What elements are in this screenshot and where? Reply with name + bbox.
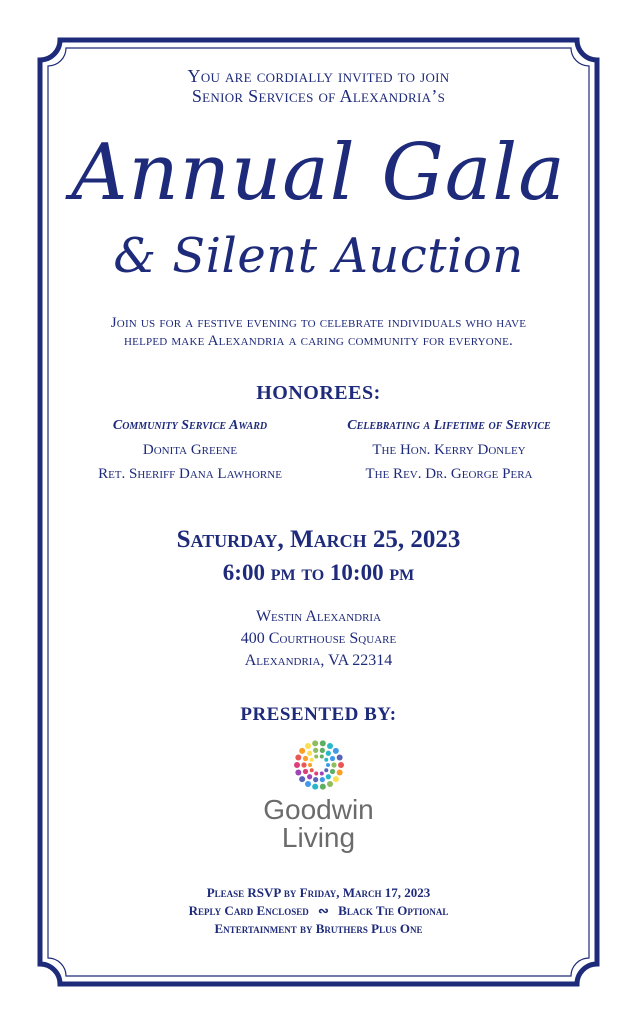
logo-dot — [327, 781, 333, 787]
intro-line-1: You are cordially invited to join — [187, 66, 450, 86]
logo-dot — [326, 751, 331, 756]
logo-dot — [307, 774, 312, 779]
honoree-column-lifetime — [299, 416, 599, 486]
award-title: Community Service Award — [112, 418, 268, 433]
invitation-intro — [0, 66, 637, 106]
logo-dot — [333, 776, 339, 782]
event-date: Saturday, March 25, 2023 — [176, 526, 461, 553]
logo-dot — [308, 763, 312, 767]
logo-dot — [301, 762, 306, 767]
honoree-column-community — [40, 416, 340, 486]
logo-dot — [313, 777, 318, 782]
logo-dot — [312, 740, 318, 746]
goodwin-living-logo-icon — [287, 737, 351, 793]
logo-dot — [312, 784, 318, 790]
logo-dot — [310, 758, 314, 762]
logo-dot — [320, 784, 326, 790]
logo-dot — [303, 769, 308, 774]
logo-dot — [299, 748, 305, 754]
logo-dot — [320, 772, 324, 776]
logo-dot — [295, 754, 301, 760]
logo-dot — [305, 781, 311, 787]
event-title: Annual Gala — [71, 128, 566, 218]
logo-dot — [327, 743, 333, 749]
logo-dot — [331, 762, 336, 767]
logo-dot — [326, 763, 330, 767]
logo-dot — [324, 758, 328, 762]
event-subtitle: & Silent Auction — [113, 228, 524, 284]
event-time: 6:00 pm to 10:00 pm — [222, 560, 415, 585]
logo-dot — [324, 768, 328, 772]
honorees-heading: HONOREES: — [256, 382, 381, 404]
logo-dot — [314, 772, 318, 776]
rsvp-line: Please RSVP by Friday, March 17, 2023 — [206, 885, 431, 900]
logo-dot — [313, 748, 318, 753]
logo-dot — [330, 769, 335, 774]
venue-city: Alexandria, VA 22314 — [244, 652, 393, 669]
swash-ornament-icon: ∾ — [318, 903, 329, 918]
logo-dot — [333, 748, 339, 754]
logo-dot — [320, 754, 324, 758]
description-line-2: helped make Alexandria a caring community for everyone. — [124, 333, 513, 349]
presented-by-heading: PRESENTED BY: — [240, 704, 397, 725]
logo-dot — [337, 770, 343, 776]
logo-dot — [310, 768, 314, 772]
presenter-logo-wordmark — [0, 796, 637, 852]
entertainment-line: Entertainment by Bruthers Plus One — [214, 921, 423, 936]
logo-dot — [320, 740, 326, 746]
venue-name: Westin Alexandria — [255, 608, 382, 625]
logo-dot — [295, 770, 301, 776]
venue-street: 400 Courthouse Square — [240, 630, 397, 647]
description-line-1: Join us for a festive evening to celebrate individuals who have — [110, 315, 527, 331]
attire-text: Black Tie Optional — [338, 903, 449, 918]
honoree-name: The Rev. Dr. George Pera — [365, 466, 533, 482]
logo-dot — [303, 756, 308, 761]
logo-word-living: Living — [281, 822, 356, 853]
logo-dot — [330, 756, 335, 761]
logo-dot — [326, 774, 331, 779]
logo-dot — [314, 754, 318, 758]
award-title: Celebrating a Lifetime of Service — [347, 418, 551, 433]
logo-dot — [299, 776, 305, 782]
logo-dot — [305, 743, 311, 749]
logo-dot — [294, 762, 300, 768]
logo-dot — [338, 762, 344, 768]
intro-line-2: Senior Services of Alexandria’s — [191, 86, 446, 106]
venue-address — [0, 606, 637, 672]
event-description — [0, 314, 637, 350]
logo-dot — [307, 751, 312, 756]
logo-dot — [320, 777, 325, 782]
honoree-name: Donita Greene — [142, 442, 238, 458]
reply-attire-line — [0, 902, 637, 920]
honoree-name: Ret. Sheriff Dana Lawhorne — [98, 466, 282, 482]
logo-word-goodwin: Goodwin — [263, 794, 374, 825]
logo-dot — [337, 754, 343, 760]
rsvp-details — [0, 884, 637, 938]
honoree-name: The Hon. Kerry Donley — [372, 442, 526, 458]
logo-dot — [320, 748, 325, 753]
reply-card-text: Reply Card Enclosed — [188, 903, 309, 918]
